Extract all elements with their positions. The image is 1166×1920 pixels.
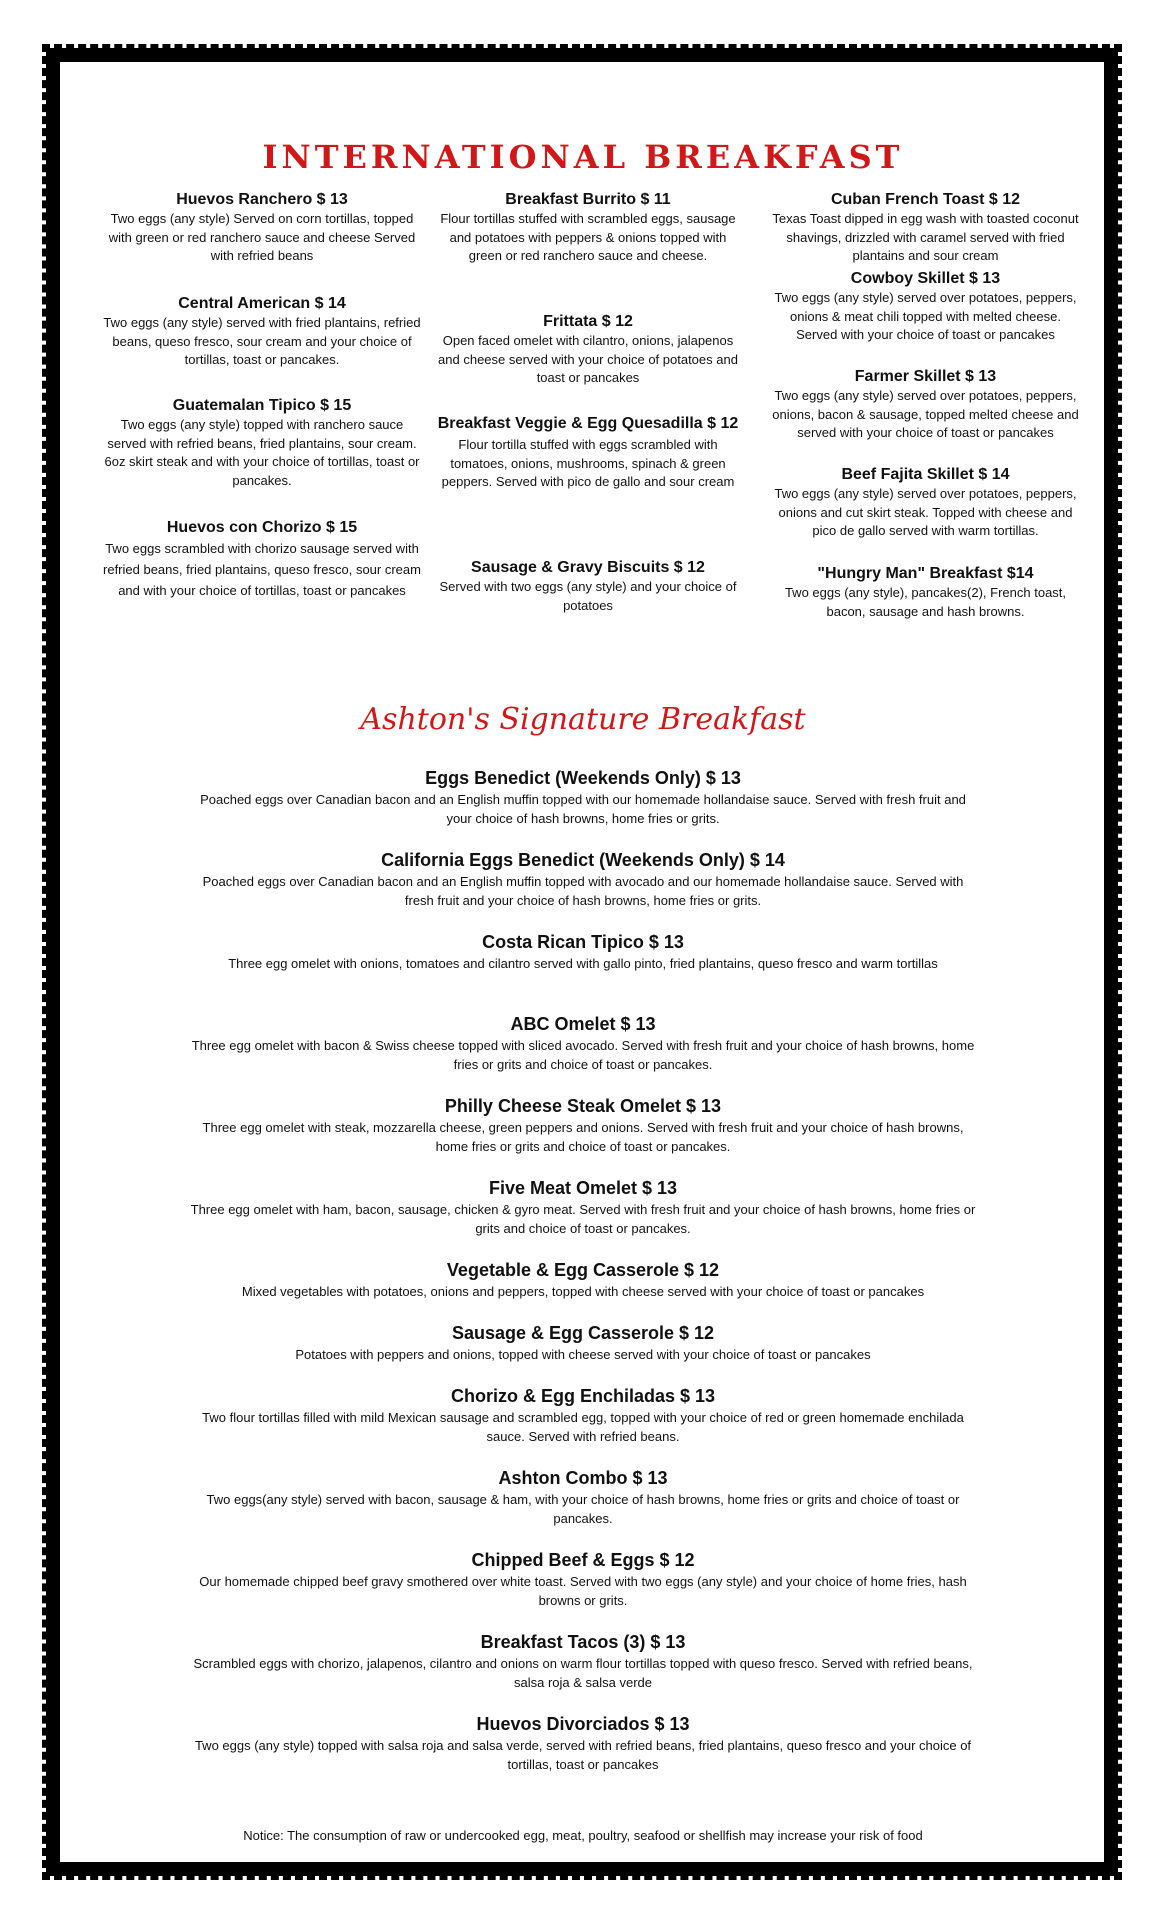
- menu-item: [190, 1630, 976, 1692]
- international-menu-columns: [103, 190, 1079, 630]
- menu-item: [190, 766, 976, 828]
- item-description: Two eggs (any style) served over potatoes, peppers, onions, bacon & sausage, topped melted cheese and served with your choice of toast or pancakes: [772, 388, 1079, 440]
- item-description: Three egg omelet with ham, bacon, sausage, chicken & gyro meat. Served with fresh fruit and your choice of hash browns, home fries or grits and choice of toast or pancakes.: [190, 1202, 976, 1236]
- menu-item: [433, 558, 743, 615]
- item-description: Scrambled eggs with chorizo, jalapenos, cilantro and onions on warm flour tortillas topped with queso fresco. Served with refried beans, salsa roja & salsa verde: [193, 1656, 973, 1690]
- item-name: Huevos Divorciados $ 13: [476, 1714, 690, 1734]
- menu-item: [768, 465, 1083, 541]
- item-description: Open faced omelet with cilantro, onions, jalapenos and cheese served with your choice of potatoes and toast or pancakes: [438, 333, 738, 385]
- menu-item: [190, 848, 976, 910]
- item-name: Guatemalan Tipico $ 15: [172, 397, 352, 414]
- item-name: Sausage & Gravy Biscuits $ 12: [471, 559, 705, 576]
- item-name: Breakfast Burrito $ 11: [505, 191, 671, 208]
- item-name: Cowboy Skillet $ 13: [850, 270, 1001, 287]
- item-description: Mixed vegetables with potatoes, onions and peppers, topped with cheese served with your choice of toast or pancakes: [241, 1284, 925, 1299]
- menu-item: [103, 190, 421, 266]
- item-name: Farmer Skillet $ 13: [854, 368, 997, 385]
- item-description: Two eggs (any style) Served on corn tortillas, topped with green or red ranchero sauce and cheese Served with refried beans: [108, 211, 416, 263]
- item-name: Costa Rican Tipico $ 13: [482, 932, 684, 952]
- item-description: Our homemade chipped beef gravy smothered over white toast. Served with two eggs (any style) and your choice of home fries, hash browns or grits.: [199, 1574, 967, 1608]
- item-description: Two eggs scrambled with chorizo sausage served with refried beans, fried plantains, queso fresco, sour cream and with your choice of tortillas, toast or pancakes: [103, 541, 421, 598]
- signature-breakfast-title: Ashton's Signature Breakfast: [360, 702, 806, 737]
- item-description: Two eggs (any style) topped with ranchero sauce served with refried beans, fried plantains, sour cream. 6oz skirt steak and with your choice of tortillas, toast or pancakes.: [104, 417, 420, 488]
- menu-item: [190, 1258, 976, 1301]
- menu-item: [190, 1466, 976, 1528]
- item-description: Two flour tortillas filled with mild Mexican sausage and scrambled egg, topped with your choice of red or green homemade enchilada sauce. Served with refried beans.: [202, 1410, 964, 1444]
- international-breakfast-title: INTERNATIONAL BREAKFAST: [262, 138, 904, 176]
- menu-item: [433, 412, 743, 492]
- item-description: Three egg omelet with steak, mozzarella cheese, green peppers and onions. Served with fresh fruit and your choice of hash browns, home fries or grits and choice of toast or pancakes.: [202, 1120, 964, 1154]
- item-name: Beef Fajita Skillet $ 14: [841, 466, 1010, 483]
- item-description: Three egg omelet with bacon & Swiss cheese topped with sliced avocado. Served with fresh fruit and your choice of hash browns, home fries or grits and choice of toast or pancakes.: [191, 1038, 975, 1072]
- item-description: Two eggs(any style) served with bacon, sausage & ham, with your choice of hash browns, home fries or grits and choice of toast or pancakes.: [206, 1492, 960, 1526]
- menu-item: [768, 564, 1083, 621]
- item-name: "Hungry Man" Breakfast $14: [817, 565, 1034, 582]
- menu-item: [190, 1384, 976, 1446]
- item-name: Sausage & Egg Casserole $ 12: [451, 1323, 715, 1343]
- item-description: Three egg omelet with onions, tomatoes and cilantro served with gallo pinto, fried plantains, queso fresco and warm tortillas: [228, 956, 938, 971]
- item-name: Breakfast Tacos (3) $ 13: [480, 1632, 686, 1652]
- item-name: Breakfast Veggie & Egg Quesadilla $ 12: [437, 415, 739, 432]
- menu-item: [190, 1548, 976, 1610]
- menu-item: [190, 930, 976, 973]
- menu-item: [190, 1176, 976, 1238]
- menu-item: [433, 312, 743, 388]
- menu-item: [768, 269, 1083, 345]
- menu-item: [103, 518, 421, 601]
- item-description: Poached eggs over Canadian bacon and an English muffin topped with avocado and our homemade hollandaise sauce. Served with fresh fruit and your choice of hash browns, home fries or grits.: [202, 874, 964, 908]
- item-name: Chipped Beef & Eggs $ 12: [471, 1550, 695, 1570]
- item-name: Central American $ 14: [178, 295, 346, 312]
- menu-item: [103, 396, 421, 490]
- item-description: Flour tortillas stuffed with scrambled eggs, sausage and potatoes with peppers & onions topped with green or red ranchero sauce and cheese.: [440, 211, 736, 263]
- menu-item: [768, 367, 1083, 443]
- item-description: Texas Toast dipped in egg wash with toasted coconut shavings, drizzled with caramel served with fried plantains and sour cream: [772, 211, 1079, 263]
- food-safety-notice: Notice: The consumption of raw or undercooked egg, meat, poultry, seafood or shellfish may increase your risk of food: [243, 1828, 923, 1843]
- item-name: Philly Cheese Steak Omelet $ 13: [444, 1096, 722, 1116]
- menu-item: [768, 190, 1083, 266]
- menu-item: [433, 190, 743, 266]
- item-name: ABC Omelet $ 13: [510, 1014, 656, 1034]
- item-description: Poached eggs over Canadian bacon and an English muffin topped with our homemade hollandaise sauce. Served with fresh fruit and your choice of hash browns, home fries or grits.: [200, 792, 966, 826]
- item-name: Frittata $ 12: [543, 313, 633, 330]
- item-name: Chorizo & Egg Enchiladas $ 13: [450, 1386, 716, 1406]
- item-name: Eggs Benedict (Weekends Only) $ 13: [425, 768, 741, 788]
- item-description: Two eggs (any style) served over potatoes, peppers, onions & meat chili topped with melted cheese. Served with your choice of toast or pancakes: [774, 290, 1077, 342]
- item-description: Served with two eggs (any style) and your choice of potatoes: [439, 579, 737, 613]
- item-name: Five Meat Omelet $ 13: [488, 1178, 678, 1198]
- item-description: Flour tortilla stuffed with eggs scrambled with tomatoes, onions, mushrooms, spinach & green peppers. Served with pico de gallo and sour cream: [441, 437, 735, 489]
- item-name: Huevos con Chorizo $ 15: [166, 519, 358, 536]
- menu-item: [103, 294, 421, 370]
- item-description: Two eggs (any style), pancakes(2), French toast, bacon, sausage and hash browns.: [784, 585, 1067, 619]
- menu-item: [190, 1012, 976, 1074]
- item-name: Ashton Combo $ 13: [498, 1468, 668, 1488]
- item-description: Potatoes with peppers and onions, topped with cheese served with your choice of toast or pancakes: [295, 1347, 871, 1362]
- item-description: Two eggs (any style) served with fried plantains, refried beans, queso fresco, sour cream and your choice of tortillas, toast or pancakes.: [103, 315, 421, 367]
- menu-item: [190, 1094, 976, 1156]
- menu-item: [190, 1321, 976, 1364]
- item-name: Cuban French Toast $ 12: [830, 191, 1021, 208]
- item-description: Two eggs (any style) topped with salsa roja and salsa verde, served with refried beans, fried plantains, queso fresco and your choice of tortillas, toast or pancakes: [194, 1738, 972, 1772]
- item-name: Vegetable & Egg Casserole $ 12: [446, 1260, 720, 1280]
- item-name: California Eggs Benedict (Weekends Only) $ 14: [381, 850, 785, 870]
- menu-item: [190, 1712, 976, 1774]
- item-name: Huevos Ranchero $ 13: [176, 191, 348, 208]
- item-description: Two eggs (any style) served over potatoes, peppers, onions and cut skirt steak. Topped with cheese and pico de gallo served with warm tortillas.: [774, 486, 1077, 538]
